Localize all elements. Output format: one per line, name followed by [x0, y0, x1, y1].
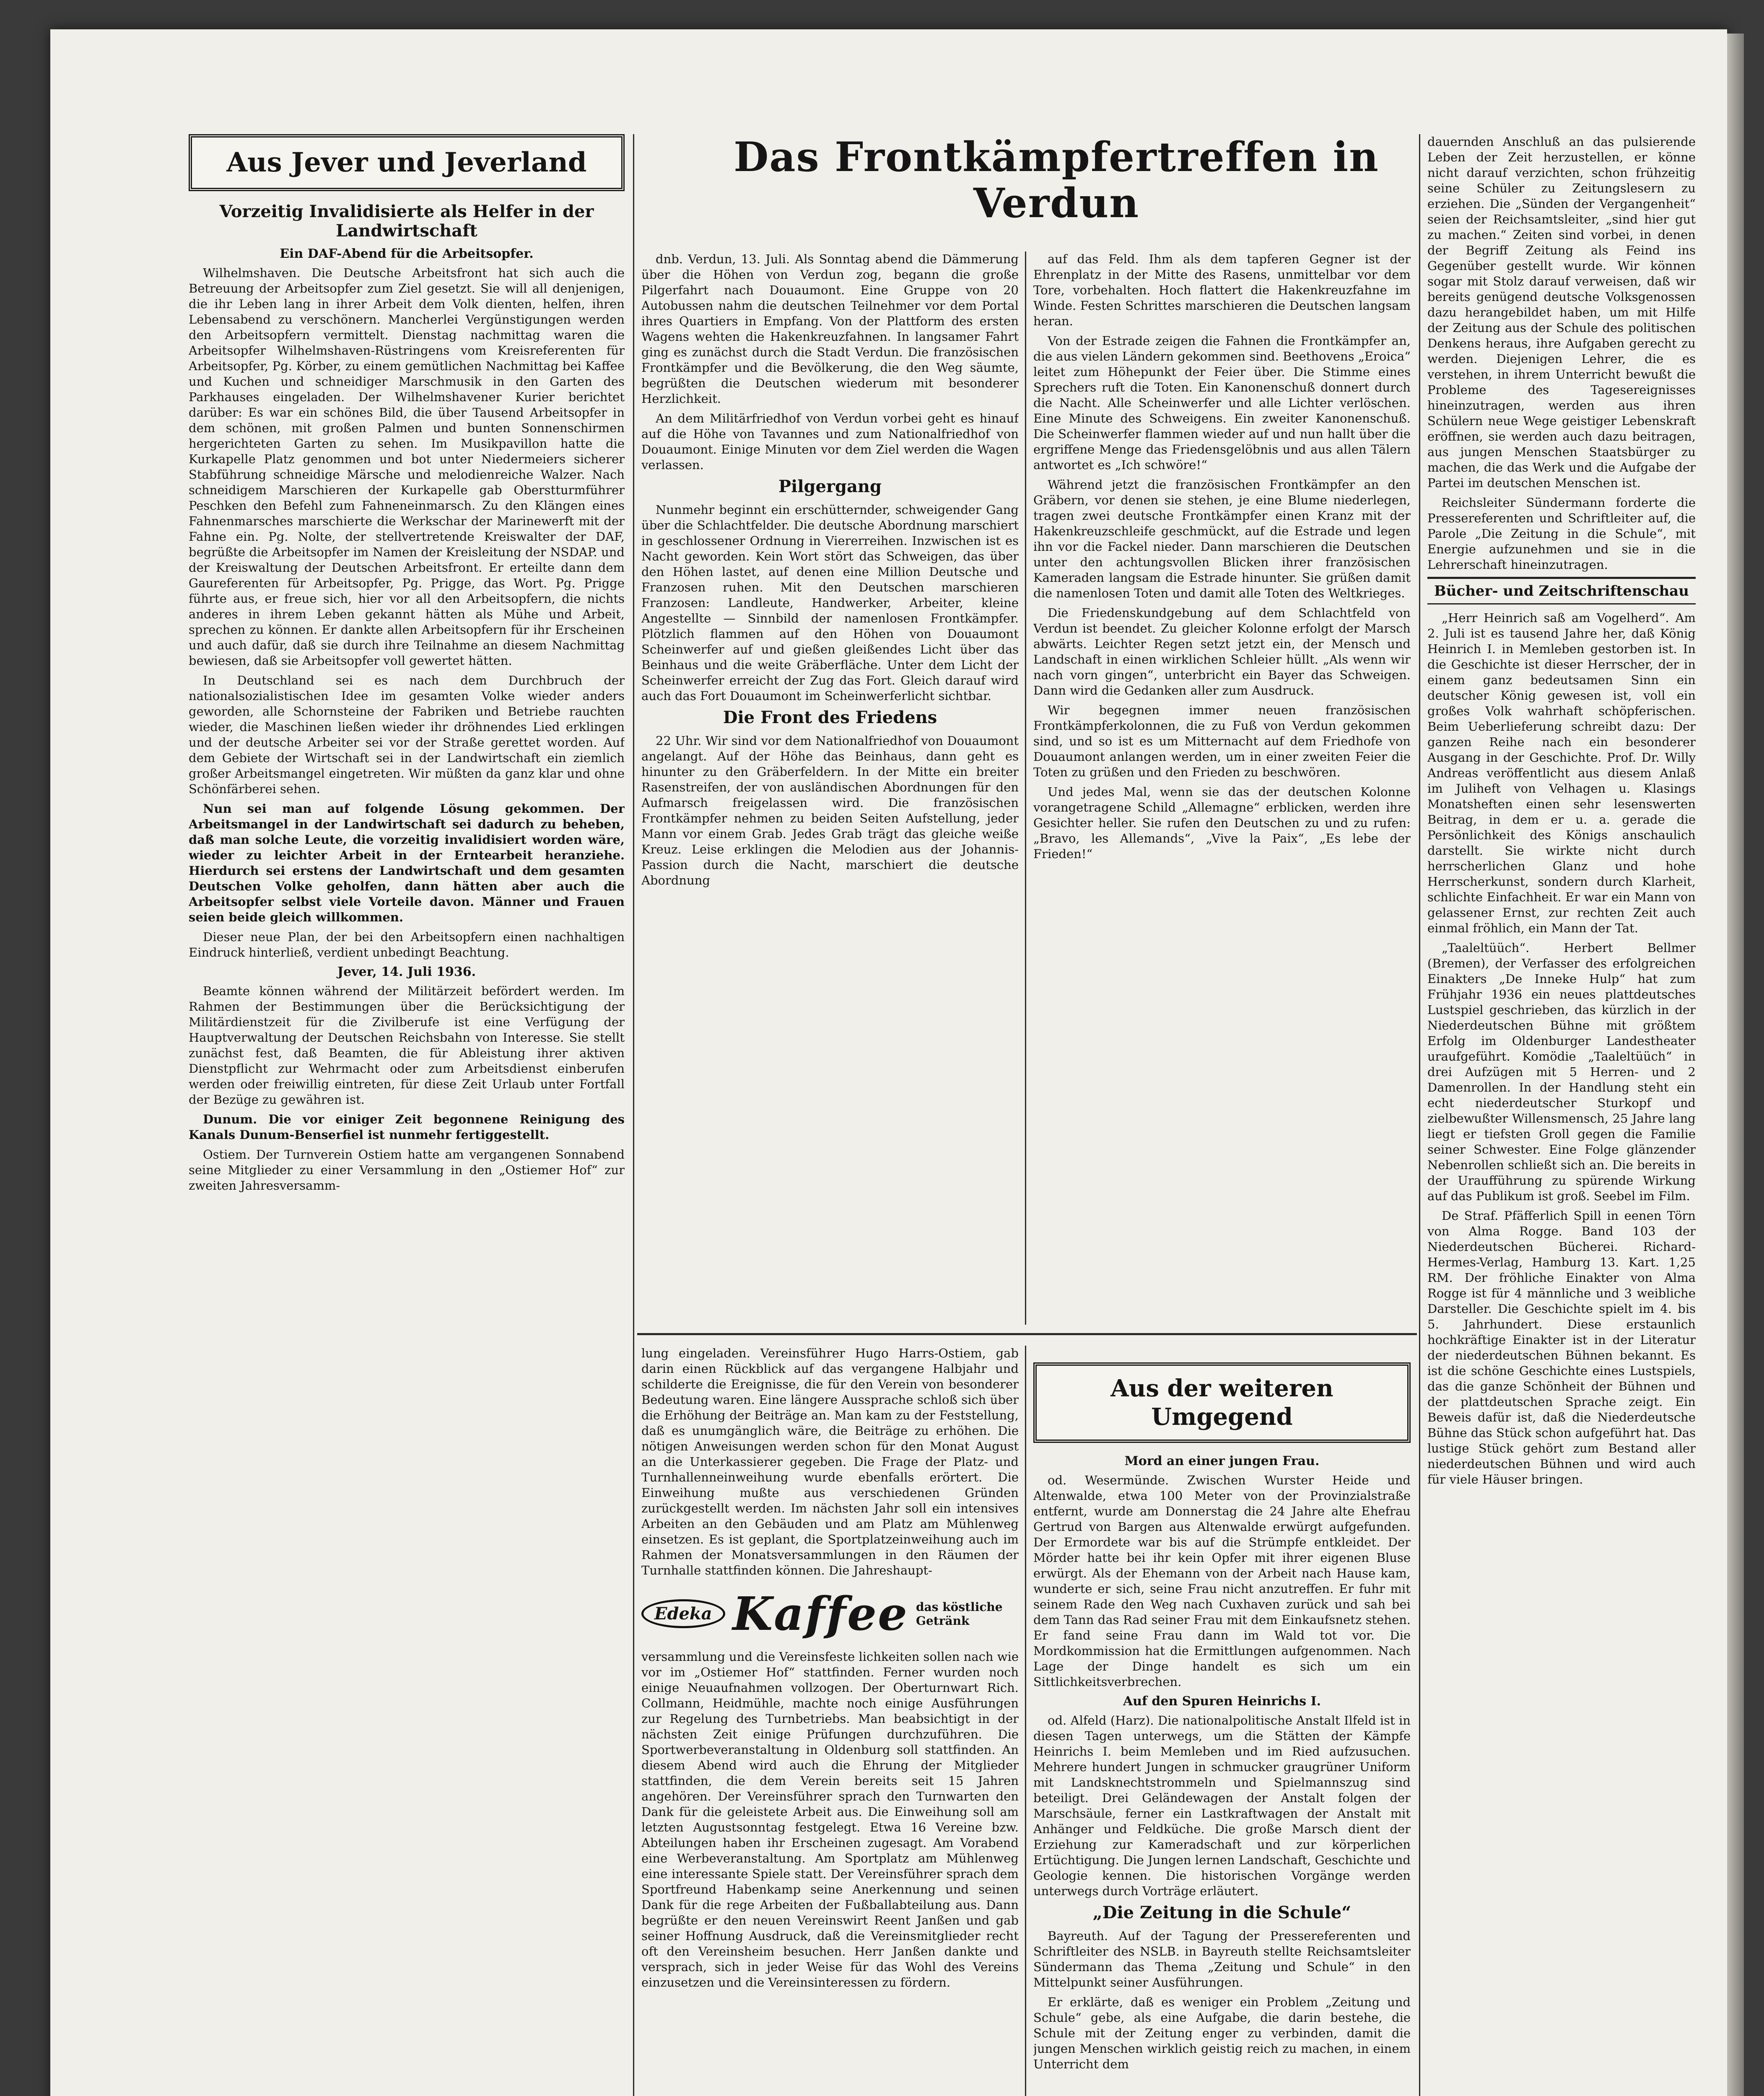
- paragraph: versammlung und die Vereinsfeste lichkeiten sollen nach wie vor im „Ostiemer Hof“ stattfinden. Ferner wurden noch einige Neuaufnahmen vollzogen. Der Oberturnwart Rich. Collmann, Heidmühle, machte noch einige Ausführungen zur Regelung des Turnbetriebs. Man beabsichtigt in der nächsten Zeit einige Prüfungen durchzuführen. Die Sportwerbeveranstaltung in Oldenburg soll stattfinden. An diesem Abend wird auch die Ehrung der Mitglieder stattfinden, die dem Verein bereits seit 15 Jahren angehören. Der Vereinsführer sprach den Turnwarten den Dank für die geleistete Arbeit aus. Die Einweihung soll am letzten Augustsonntag festgelegt. Etwa 16 Vereine bzw. Abteilungen haben ihr Erscheinen zugesagt. Am Vorabend eine Werbeveranstaltung. Am Sportplatz am Mühlenweg eine interessante Spiele statt. Der Vereinsführer sprach dem Sportfreund Habenkamp seine Anerkennung und seinen Dank für die rege Arbeiten der Fußballabteilung aus. Dann begrüßte er den neuen Vereinswirt Reent Janßen und gab seiner Hoffnung Ausdruck, daß die Vereinsmitglieder recht oft den Vereinsheim besuchen. Herr Janßen dankte und versprach, sich in jeder Weise für das Wohl des Vereins einzusetzen und die Vereinsinteressen zu fördern.: [641, 1650, 1019, 1990]
- paragraph: Die Friedenskundgebung auf dem Schlachtfeld von Verdun ist beendet. Zu gleicher Kolonne erfolgt der Marsch abwärts. Leichter Regen setzt jetzt ein, der Mensch und Landschaft in einen wirklichen Schleier hüllt. „Als wenn wir nach vorn gingen“, unterbricht ein Bayer das Schweigen. Dann wird die Gedanken aller zum Ausdruck.: [1033, 606, 1411, 698]
- paragraph: Dieser neue Plan, der bei den Arbeitsopfern einen nachhaltigen Eindruck hinterließ, verdient unbedingt Beachtung.: [189, 930, 625, 960]
- section-box-aus-jever: [189, 134, 625, 191]
- section-box-weitere-umgegend: [1033, 1362, 1411, 1443]
- paragraph: Wir begegnen immer neuen französischen Frontkämpferkolonnen, die zu Fuß von Verdun gekommen sind, und so ist es um Mitternacht auf dem Friedhofe von Douaumont anlangen werden, um in einer zweiten Feier die Toten zu grüßen und den Frieden zu beschwören.: [1033, 703, 1411, 779]
- article-subtitle: Mord an einer jungen Frau.: [1124, 1454, 1320, 1468]
- article-divider: [637, 1333, 1417, 1335]
- paragraph: od. Alfeld (Harz). Die nationalpolitische Anstalt Ilfeld ist in diesen Tagen unterwegs, um die Stätten der Kämpfe Heinrichs I. beim Memleben und im Ried aufzusuchen. Mehrere hundert Jungen in schmucker graugrüner Uniform mit Landsknechtstrommeln und Spielmannszug sind beteiligt. Drei Geländewagen der Anstalt folgen der Marschsäule, ferner ein Lastkraftwagen der Anstalt mit Anhänger und Feldküche. Die große Marsch dient der Erziehung zur Kameradschaft und zur körperlichen Ertüchtigung. Die Jungen lernen Landschaft, Geschichte und Geologie kennen. Die historischen Vorgänge werden unterwegs durch Vorträge erläutert.: [1033, 1713, 1411, 1898]
- ad-logo: Edeka: [641, 1599, 725, 1628]
- subheading: Die Front des Friedens: [723, 708, 937, 727]
- paragraph: dauernden Anschluß an das pulsierende Leben der Zeit herzustellen, er könne nicht darauf verzichten, schon frühzeitig seine Schüler zu Zeitungslesern zu erziehen. Die „Sünden der Vergangenheit“ seien der Reichsamtsleiter, „sind hier gut zu machen.“ Zeiten sind vorbei, in denen der Begriff Zeitung als Feind ins Gegenüber gestellt wurde. Wir können sogar mit Stolz darauf verweisen, daß wir bereits genügend deutsche Volksgenossen dazu herangebildet haben, um mit Hilfe der Zeitung aus der Schule des politischen Denkens heraus, ihre Aufgaben gerecht zu werden. Diejenigen Lehrer, die es verstehen, in ihrem Unterricht bewußt die Probleme des Tagesereignisses hineinzutragen, werden aus ihren Schülern neue Wege geistiger Lebenskraft eröffnen, sie werden auch dazu beitragen, aus jungen Menschen Staatsbürger zu machen, die das Werk und die Aufgabe der Partei im deutschen Menschen ist.: [1427, 135, 1696, 490]
- article-subtitle: Auf den Spuren Heinrichs I.: [1123, 1694, 1321, 1709]
- paragraph: auf das Feld. Ihm als dem tapferen Gegner ist der Ehrenplatz in der Mitte des Rasens, unmittelbar vor dem Tore, vorbehalten. Hoch flattert die Hakenkreuzfahne im Winde. Festen Schrittes marschieren die Deutschen langsam heran.: [1033, 252, 1411, 328]
- ad-headline: Kaffee: [732, 1587, 909, 1641]
- paragraph: Wilhelmshaven. Die Deutsche Arbeitsfront hat sich auch die Betreuung der Arbeitsopfer zum Ziel gesetzt. Sie will all denjenigen, die ihr Leben lang in ihrer Arbeit dem Volk dienten, helfen, ihren Lebensabend zu verschönern. Mancherlei Vergünstigungen werden den Arbeitsopfern vermittelt. Dienstag nachmittag waren die Arbeitsopfer Wilhelmshaven-Rüstringens vom Kreisreferenten für Arbeitsopfer, Pg. Körber, zu einem gemütlichen Nachmittag bei Kaffee und Kuchen und schneidiger Marschmusik in den Garten des Parkhauses eingeladen. Der Wilhelmshavener Kurier berichtet darüber: Es war ein schönes Bild, die über Tausend Arbeitsopfer in dem schönen, mit großen Palmen und bunten Sonnenschirmen hergerichteten Garten zu sehen. Im Musikpavillon hatte die Kurkapelle Platz genommen und bot unter Niedermeiers sicherer Stabführung schneidige Märsche und melodienreiche Walzer. Nach schneidigem Marschieren der Kurkapelle gab Oberstturmführer Peschken den Befehl zum Fahneneinmarsch. Zu den Klängen eines Fahnenmarsches marschierte die Werkschar der Marinewerft mit der Fahne ein. Pg. Nolte, der stellvertretende Kreiswalter der DAF, begrüßte die Arbeitsopfer im Namen der Kreisleitung der NSDAP. und der Kreiswaltung der Deutschen Arbeitsfront. Er erteilte dann dem Gaureferenten für Arbeitsopfer, Pg. Prigge, das Wort. Pg. Prigge führte aus, er freue sich, hier vor all den Arbeitsopfern, die nichts anderes in ihrem Leben gekannt hätten als Mühe und Arbeit, sprechen zu können. Er dankte allen Arbeitsopfern für ihr Erscheinen und auch dafür, daß sie durch ihre Teilnahme an diesem Nachmittag bewiesen, daß sie Arbeitsopfer voll gewertet hätten.: [189, 266, 625, 668]
- dateline: Jever, 14. Juli 1936.: [337, 965, 476, 979]
- column-rule: [1025, 252, 1026, 1325]
- column-rule: [1025, 1346, 1026, 2096]
- newspaper-page: [50, 29, 1727, 2096]
- paragraph: Nunmehr beginnt ein erschütternder, schweigender Gang über die Schlachtfelder. Die deutsche Abordnung marschiert in geschlossener Ordnung in Viererreihen. Inzwischen ist es Nacht geworden. Kein Wort stört das Schweigen, das über den Höhen lastet, auf denen eine Million Deutsche und Franzosen ruhen. Mit den Deutschen marschieren Franzosen: Landleute, Handwerker, Arbeiter, kleine Angestellte — Sinnbild der namenlosen Frontkämpfer. Plötzlich flammen auf den Höhen von Douaumont Scheinwerfer auf und gießen gleißendes Licht über das Beinhaus und die weite Gräberfläche. Unter dem Licht der Scheinwerfer erreicht der Zug das Fort. Gleich darauf wird auch das Fort Douaumont im Scheinwerferlicht sichtbar.: [641, 503, 1019, 703]
- paragraph: In Deutschland sei es nach dem Durchbruch der nationalsozialistischen Idee im gesamten Volke wieder anders geworden, alle Schornsteine der Fabriken und Betriebe rauchten wieder, die Maschinen ließen wieder ihr dröhnendes Lied erklingen und der deutsche Arbeiter sei vor der Straße gerettet worden. Auf dem Gebiete der Wirtschaft sei in der Landwirtschaft ein ziemlich großer Arbeitsmangel eingetreten. Wir müßten da ganz klar und ohne Schönfärberei sehen.: [189, 673, 625, 796]
- main-article-col-a: [641, 252, 1019, 1325]
- section-title: Aus der weiteren Umgegend: [1110, 1375, 1333, 1431]
- column-4: [1427, 134, 1696, 2096]
- column-rule: [1419, 134, 1420, 2096]
- paragraph: Während jetzt die französischen Frontkämpfer an den Gräbern, vor denen sie stehen, je eine Blume niederlegen, tragen zwei deutsche Frontkämpfer einen Kranz mit der Hakenkreuzschleife geschmückt, auf die Estrade und legen ihn vor die Fackel nieder. Dann marschieren die Deutschen unter den achtungsvollen Blicken ihrer französischen Kameraden langsam die Estrade hinunter. Sie grüßen damit die namenlosen Toten und damit alle Toten des Weltkrieges.: [1033, 477, 1411, 600]
- article-title: „Die Zeitung in die Schule“: [1092, 1903, 1352, 1922]
- paragraph: Ostiem. Der Turnverein Ostiem hatte am vergangenen Sonnabend seine Mitglieder zu einer Versammlung in den „Ostiemer Hof“ zur zweiten Jahresversamm-: [189, 1147, 625, 1193]
- column-rule: [633, 134, 634, 2096]
- edeka-kaffee-ad: [641, 1587, 1019, 1641]
- section-title: Aus Jever und Jeverland: [226, 147, 587, 178]
- paragraph: Er erklärte, daß es weniger ein Problem „Zeitung und Schule“ gebe, als eine Aufgabe, die darin bestehe, die Schule mit der Zeitung enger zu verbinden, damit die jungen Menschen wirklich geistig reich zu machen, in einem Unterricht dem: [1033, 1995, 1411, 2071]
- paragraph: Nun sei man auf folgende Lösung gekommen. Der Arbeitsmangel in der Landwirtschaft sei dadurch zu beheben, daß man solche Leute, die vorzeitig invalidisiert worden wäre, wieder zu leichter Arbeit in der Erntearbeit heranziehe. Hierdurch sei erstens der Landwirtschaft und dem gesamten Deutschen Volke geholfen, dann hätten aber auch die Arbeitsopfer selbst viele Vorteile davon. Männer und Frauen seien beide gleich willkommen.: [189, 802, 625, 924]
- column-2-lower: [641, 1346, 1019, 2096]
- paragraph: dnb. Verdun, 13. Juli. Als Sonntag abend die Dämmerung über die Höhen von Verdun zog, begann die große Pilgerfahrt nach Douaumont. Eine Gruppe von 20 Autobussen nahm die deutschen Teilnehmer vor dem Portal ihres Quartiers in Empfang. Von der Plattform des ersten Wagens wehten die Hakenkreuzfahnen. In langsamer Fahrt ging es zunächst durch die Stadt Verdun. Die französischen Frontkämpfer und die Bevölkerung, die den Weg säumte, begrüßten die Deutschen wiederum mit besonderer Herzlichkeit.: [641, 252, 1019, 406]
- article-subtitle: Ein DAF-Abend für die Arbeitsopfer.: [280, 246, 534, 261]
- column-3-lower: [1033, 1362, 1411, 2096]
- paragraph: Und jedes Mal, wenn sie das der deutschen Kolonne vorangetragene Schild „Allemagne“ erblicken, werden ihre Gesichter heller. Sie rufen den Deutschen zu und zu rufen: „Bravo, les Allemands“, „Vive la Paix“, „Es lebe der Frieden!“: [1033, 785, 1411, 861]
- paragraph: Beamte können während der Militärzeit befördert werden. Im Rahmen der Bestimmungen über die Berücksichtigung der Militärdienstzeit für die Zivilberufe ist eine Verfügung der Hauptverwaltung der Deutschen Reichsbahn von Interesse. Sie stellt zunächst fest, daß Beamten, die für Ableistung ihrer aktiven Dienstpflicht zur Wehrmacht oder zum Arbeitsdienst einberufen werden oder freiwillig eintreten, für diese Zeit Urlaub unter Fortfall der Bezüge zu gewähren ist.: [189, 984, 625, 1107]
- ad-tagline: das köstliche Getränk: [916, 1600, 1003, 1628]
- paragraph: De Straf. Pfäfferlich Spill in eenen Törn von Alma Rogge. Band 103 der Niederdeutschen Bücherei. Richard-Hermes-Verlag, Hamburg 13. Kart. 1,25 RM. Der fröhliche Einakter von Alma Rogge ist für 4 männliche und 3 weibliche Darsteller. Die Geschichte spielt im 4. bis 5. Jahrhundert. Diese erstaunlich hochkräftige Einakter ist in der Literatur der niederdeutschen Bühnen bekannt. Es ist die schöne Geschichte eines Lustspiels, das die ganze Schönheit der Bühnen und der plattdeutschen Sprache zeigt. Ein Beweis dafür ist, daß die Niederdeutsche Bühne das Stück schon aufgeführt hat. Das lustige Stück gehört zum Bestand aller niederdeutschen Bühnen und wird auch für viele Häuser bringen.: [1427, 1209, 1696, 1486]
- paragraph: lung eingeladen. Vereinsführer Hugo Harrs-Ostiem, gab darin einen Rückblick auf das vergangene Halbjahr und schilderte die Ereignisse, die für den Verein von besonderer Bedeutung waren. Eine längere Aussprache schloß sich über die Erhöhung der Beiträge an. Man kam zu der Feststellung, daß es unumgänglich wäre, die Beiträge zu erhöhen. Die nötigen Anweisungen werden schon für den Monat August an die Unterkassierer gegeben. Die Frage der Platz- und Turnhallenneinweihung wurde ebenfalls erörtert. Die Einweihung mußte aus verschiedenen Gründen zurückgestellt werden. Im nächsten Jahr soll ein intensives Arbeiten an den Gebäuden und am Platz am Mühlenweg einsetzen. Es ist geplant, die Sportplatzeinweihung auch im Rahmen der Monatsversammlungen in den Räumen der Turnhalle stattfinden können. Die Jahreshaupt-: [641, 1346, 1019, 1577]
- paragraph: 22 Uhr. Wir sind vor dem Nationalfriedhof von Douaumont angelangt. Auf der Höhe das Beinhaus, dann geht es hinunter zu den Gräberfeldern. In der Mitte ein breiter Rasenstreifen, der von ausländischen Abordnungen für den Aufmarsch freigelassen wird. Die französischen Frontkämpfer nehmen zu beiden Seiten Aufstellung, jeder Mann vor einem Grab. Jedes Grab trägt das gleiche weiße Kreuz. Leise erklingen die Melodien aus der Johannis-Passion durch die Nacht, marschiert die deutsche Abordnung: [641, 734, 1019, 887]
- column-1: [189, 134, 625, 2096]
- paragraph: Reichsleiter Sündermann forderte die Pressereferenten und Schriftleiter auf, die Parole „Die Zeitung in die Schule“, mit Energie aufzunehmen und sie in die Lehrerschaft hineinzutragen.: [1427, 495, 1696, 572]
- subheading: Pilgergang: [778, 477, 882, 496]
- paragraph: „Taaleltüüch“. Herbert Bellmer (Bremen), der Verfasser des erfolgreichen Einakters „De Inneke Hulp“ hat zum Frühjahr 1936 ein neues plattdeutsches Lustspiel geschrieben, das kürzlich in der Niederdeutschen Bühne mit größtem Erfolg im Oldenburger Landestheater uraufgeführt. Komödie „Taaleltüüch“ in drei Aufzügen mit 5 Herren- und 2 Damenrollen. In der Handlung steht ein echt niederdeutscher Sturkopf und zielbewußter Willensmensch, 25 Jahre lang liegt er tiefsten Groll gegen die Familie seiner Schwester. Eine Folge glänzender Nebenrollen schließt sich an. Die bereits in der Uraufführung zu spürende Wirkung auf das Publikum ist groß. Seebel im Film.: [1427, 941, 1696, 1203]
- paragraph: An dem Militärfriedhof von Verdun vorbei geht es hinauf auf die Höhe von Tavannes und zum Nationalfriedhof von Douaumont. Einige Minuten vor dem Ziel werden die Wagen verlassen.: [641, 411, 1019, 472]
- main-headline: Das Frontkämpfertreffen in Verdun: [734, 133, 1379, 227]
- section-heading: Bücher- und Zeitschriftenschau: [1427, 577, 1696, 604]
- paragraph: Bayreuth. Auf der Tagung der Pressereferenten und Schriftleiter des NSLB. in Bayreuth stellte Reichsamtsleiter Sündermann das Thema „Zeitung und Schule“ in den Mittelpunkt seiner Ausführungen.: [1033, 1929, 1411, 1990]
- paragraph: Dunum. Die vor einiger Zeit begonnene Reinigung des Kanals Dunum-Benserfiel ist nunmehr fertiggestellt.: [189, 1112, 625, 1142]
- paragraph: „Herr Heinrich saß am Vogelherd“. Am 2. Juli ist es tausend Jahre her, daß König Heinrich I. in Memleben gestorben ist. In die Geschichte ist dieser Herrscher, der in einem ganz bedeutsamen Sinn ein deutscher König gewesen ist, voll ein großes Volk wahrhaft schöpferischen. Beim Ueberlieferung schreibt dazu: Der ganzen Reihe nach ein besonderer Ausgang in der Geschichte. Prof. Dr. Willy Andreas veröffentlicht aus diesem Anlaß im Juliheft von Velhagen u. Klasings Monatsheften einen sehr lesenswerten Beitrag, in dem er u. a. gerade die Persönlichkeit des Königs anschaulich darstellt. Sie wirkte nicht durch herrscherlichen Glanz und hohe Herrscherkunst, sondern durch Klarheit, schlichte Einfachheit. Er war ein Mann von gelassener Ernst, zur rechten Zeit auch einmal fröhlich, ein Mann der Tat.: [1427, 611, 1696, 935]
- article-title: Vorzeitig Invalidisierte als Helfer in der Landwirtschaft: [219, 202, 594, 241]
- paragraph: Von der Estrade zeigen die Fahnen die Frontkämpfer an, die aus vielen Ländern gekommen sind. Beethovens „Eroica“ leitet zum Höhepunkt der Feier über. Die Stimme eines Sprechers ruft die Toten. Ein Kanonenschuß donnert durch die Nacht. Alle Scheinwerfer und alle Lichter verlöschen. Eine Minute des Schweigens. Ein zweiter Kanonenschuß. Die Scheinwerfer flammen wieder auf und nun hallt über die ergriffene Menge das Friedensgelöbnis und aus allen Tälern antwortet es „Ich schwöre!“: [1033, 334, 1411, 472]
- paragraph: od. Wesermünde. Zwischen Wurster Heide und Altenwalde, etwa 100 Meter von der Provinzialstraße entfernt, wurde am Donnerstag die 24 Jahre alte Ehefrau Gertrud von Bargen aus Altenwalde erwürgt aufgefunden. Der Ermordete war bis auf die Strümpfe entkleidet. Der Mörder hatte bei ihr kein Opfer mit ihrer eigenen Bluse erwürgt. Als der Ehemann von der Arbeit nach Hause kam, wunderte er sich, seine Frau nicht anzutreffen. Er fuhr mit seinem Rade den Weg nach Cuxhaven zurück und sah bei dem Tann das Rad seiner Frau mit dem Einkaufsnetz stehen. Er fand seine Frau dann im Wald tot vor. Die Mordkommission hat die Ermittlungen aufgenommen. Nach Lage der Dinge handelt es sich um ein Sittlichkeitsverbrechen.: [1033, 1473, 1411, 1689]
- main-article-col-b: [1033, 252, 1411, 1325]
- page-edge: [1727, 34, 1744, 2096]
